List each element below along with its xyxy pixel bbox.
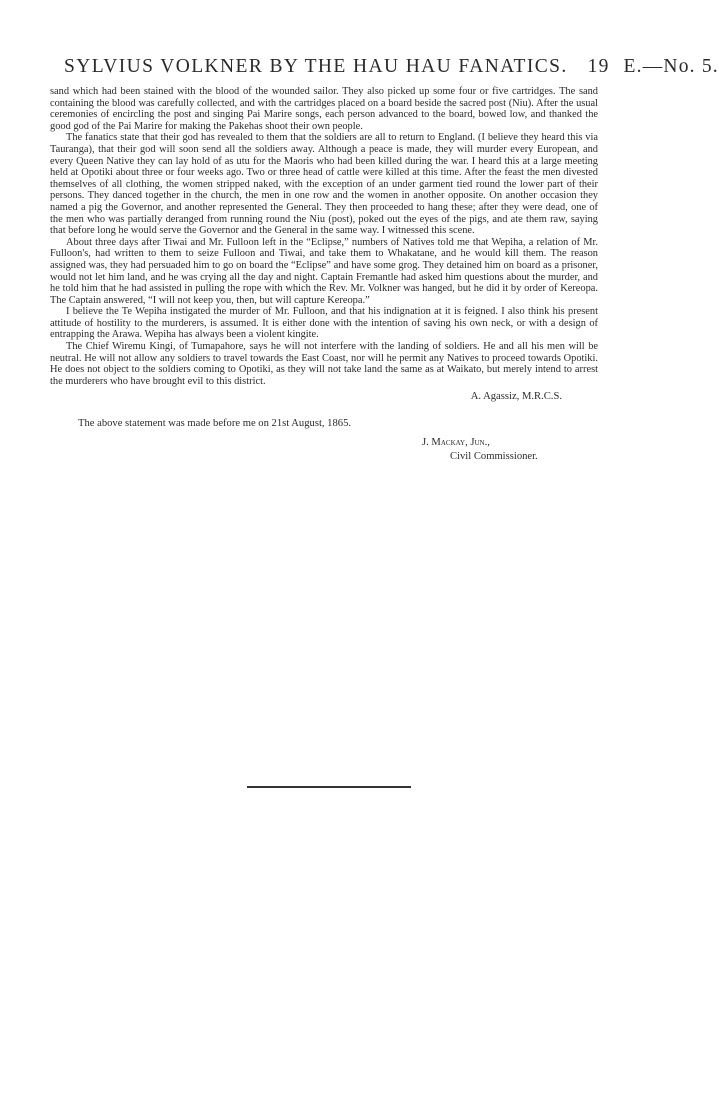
paragraph: I believe the Te Wepiha instigated the murder of Mr. Fulloon, and that his indignation at it is feigned. I also think his present attitude of hostility to the murderers, is assumed. It is either done with the intention of saving his own neck, or with a design of entrapping the Arawa. Wepiha has always been a violent kingite.	[50, 306, 598, 341]
officer-title: Civil Commissioner.	[450, 451, 538, 463]
attestation-statement: The above statement was made before me on 21st August, 1865.	[78, 418, 352, 430]
end-rule	[247, 786, 411, 788]
paragraph: The fanatics state that their god has revealed to them that the soldiers are all to return to England. (I believe they heard this via Tauranga), that their god will soon send all the soldiers away. Although a peace is made, they will murder every European, and every Queen Native they can lay hold of as utu for the Maoris who had been killed during the war. I heard this at a large meeting held at Opotiki about three or four weeks ago. Two or three head of cattle were killed at this time. After the feast the men divested themselves of all clothing, the women stripped naked, with the exception of an under garment tied round the lower part of their persons. They danced together in the church, the men in one row and the women in another opposite. On another occasion they named a pig the Governor, and another represented the General. They then proceeded to hang these; after they were dead, one of the men who was partially deranged from running round the Niu (post), poked out the eyes of the pigs, and ate them raw, saying that before long he would serve the Governor and the General in the same way. I witnessed this scene.	[50, 132, 598, 237]
page-number: 19	[587, 56, 610, 77]
running-title: SYLVIUS VOLKNER BY THE HAU HAU FANATICS.	[64, 56, 568, 77]
paragraph: About three days after Tiwai and Mr. Fulloon left in the “Eclipse,” numbers of Natives told me that Wepiha, a relation of Mr. Fulloon's, had written to them to seize Fulloon and Tiwai, and take them to Whakatane, and he would kill them. The reason assigned was, they had persuaded him to go on board the “Eclipse” and have some grog. They detained him on board as a prisoner, would not let him land, and he was crying all the day and night. Captain Fremantle had asked him questions about the murder, and he told him that he had assisted in pulling the rope with which the Rev. Mr. Volkner was hanged, but he did it by order of Kereopa. The Captain answered, “I will not keep you, then, but will capture Kereopa.”	[50, 236, 598, 306]
running-header	[50, 56, 719, 86]
document-reference: E.—No. 5.	[623, 56, 719, 77]
body-text	[50, 86, 598, 387]
author-signature: A. Agassiz, M.R.C.S.	[470, 391, 562, 403]
signature-block	[50, 390, 598, 464]
officer-block	[422, 436, 598, 464]
paragraph: sand which had been stained with the blood of the wounded sailor. They also picked up some four or five cartridges. The sand containing the blood was carefully collected, and with the cartridges placed on a board beside the sacred post (Niu). After the usual ceremonies of encircling the post and singing Pai Marire songs, each person advanced to the board, bowed low, and thanked the good god of the Pai Marire for making the Pakehas shoot their own people.	[50, 86, 598, 132]
document-page	[50, 56, 719, 464]
officer-name: J. Mackay, Jun.,	[422, 437, 490, 449]
paragraph: The Chief Wiremu Kingi, of Tumapahore, says he will not interfere with the landing of soldiers. He and all his men will be neutral. He will not allow any soldiers to travel towards the East Coast, nor will he permit any Natives to proceed towards Opotiki. He does not object to the soldiers coming to Opotiki, as they will not take land the same as at Waikato, but merely intend to arrest the murderers who have brought evil to this district.	[50, 341, 598, 387]
